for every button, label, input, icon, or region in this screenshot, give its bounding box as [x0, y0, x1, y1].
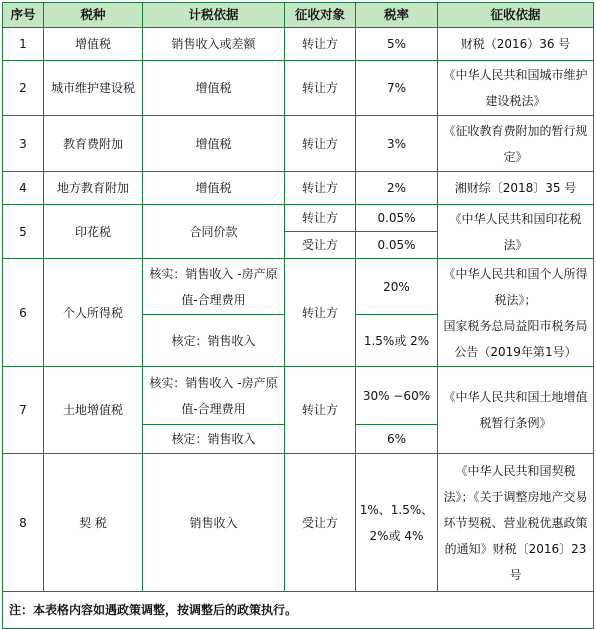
tax-payer-seller: 转让方 [285, 205, 356, 232]
tax-basis: 《中华人民共和国土地增值税暂行条例》 [438, 367, 594, 454]
tax-rate: 2% [356, 172, 438, 205]
header-payer: 征收对象 [285, 3, 356, 28]
tax-base: 合同价款 [143, 205, 285, 259]
row-no: 7 [3, 367, 44, 454]
header-row [3, 3, 594, 28]
tax-base: 增值税 [143, 116, 285, 172]
tax-basis: 湘财综〔2018〕35 号 [438, 172, 594, 205]
header-no: 序号 [3, 3, 44, 28]
tax-basis: 《中华人民共和国印花税法》 [438, 205, 594, 259]
tax-payer: 转让方 [285, 367, 356, 454]
tax-name: 土地增值税 [44, 367, 143, 454]
tax-base: 销售收入或差额 [143, 28, 285, 61]
tax-name: 增值税 [44, 28, 143, 61]
tax-name: 印花税 [44, 205, 143, 259]
header-base: 计税依据 [143, 3, 285, 28]
row-no: 8 [3, 454, 44, 592]
table-row [3, 367, 594, 425]
tax-basis: 《中华人民共和国城市维护建设税法》 [438, 61, 594, 116]
tax-name: 城市维护建设税 [44, 61, 143, 116]
row-no: 3 [3, 116, 44, 172]
table-note: 注：本表格内容如遇政策调整，按调整后的政策执行。 [3, 592, 594, 629]
tax-name: 个人所得税 [44, 259, 143, 367]
tax-payer: 转让方 [285, 61, 356, 116]
tax-rate-buyer: 0.05% [356, 232, 438, 259]
header-tax: 税种 [44, 3, 143, 28]
table-row [3, 454, 594, 592]
row-no: 5 [3, 205, 44, 259]
tax-basis-notice: 国家税务总局益阳市税务局公告（2019年第1号） [443, 318, 588, 359]
row-no: 2 [3, 61, 44, 116]
note-row [3, 592, 594, 629]
row-no: 4 [3, 172, 44, 205]
tax-rate-actual: 30% −60% [356, 367, 438, 425]
tax-payer-buyer: 受让方 [285, 232, 356, 259]
table-row [3, 172, 594, 205]
tax-basis: 《中华人民共和国契税法》；《关于调整房地产交易环节契税、营业税优惠政策的通知》财税〔2016〕23 号 [438, 454, 594, 592]
tax-payer: 转让方 [285, 172, 356, 205]
tax-payer: 转让方 [285, 28, 356, 61]
tax-rate-assessed: 6% [356, 425, 438, 454]
tax-base: 增值税 [143, 172, 285, 205]
tax-base-assessed: 核定：销售收入 [143, 315, 285, 367]
tax-basis-law: 《中华人民共和国个人所得税法》； [443, 266, 588, 307]
tax-base: 销售收入 [143, 454, 285, 592]
tax-rate-assessed: 1.5%或 2% [356, 315, 438, 367]
tax-rate-actual: 20% [356, 259, 438, 315]
table-row [3, 205, 594, 232]
tax-payer: 受让方 [285, 454, 356, 592]
tax-basis: 财税（2016）36 号 [438, 28, 594, 61]
tax-basis [438, 259, 594, 367]
header-basis: 征收依据 [438, 3, 594, 28]
table-row [3, 61, 594, 116]
tax-base-assessed: 核定：销售收入 [143, 425, 285, 454]
tax-name: 教育费附加 [44, 116, 143, 172]
tax-payer: 转让方 [285, 116, 356, 172]
tax-basis: 《征收教育费附加的暂行规定》 [438, 116, 594, 172]
table-row [3, 116, 594, 172]
tax-rate: 1%、1.5%、2%或 4% [356, 454, 438, 592]
tax-name: 契 税 [44, 454, 143, 592]
row-no: 6 [3, 259, 44, 367]
tax-name: 地方教育附加 [44, 172, 143, 205]
tax-base-actual: 核实：销售收入 -房产原值-合理费用 [143, 367, 285, 425]
tax-base: 增值税 [143, 61, 285, 116]
tax-rate: 7% [356, 61, 438, 116]
table-row [3, 28, 594, 61]
tax-rate: 3% [356, 116, 438, 172]
tax-rate: 5% [356, 28, 438, 61]
row-no: 1 [3, 28, 44, 61]
tax-rate-seller: 0.05% [356, 205, 438, 232]
header-rate: 税率 [356, 3, 438, 28]
table-row [3, 259, 594, 315]
tax-payer: 转让方 [285, 259, 356, 367]
tax-table [2, 2, 594, 629]
tax-base-actual: 核实：销售收入 -房产原值-合理费用 [143, 259, 285, 315]
